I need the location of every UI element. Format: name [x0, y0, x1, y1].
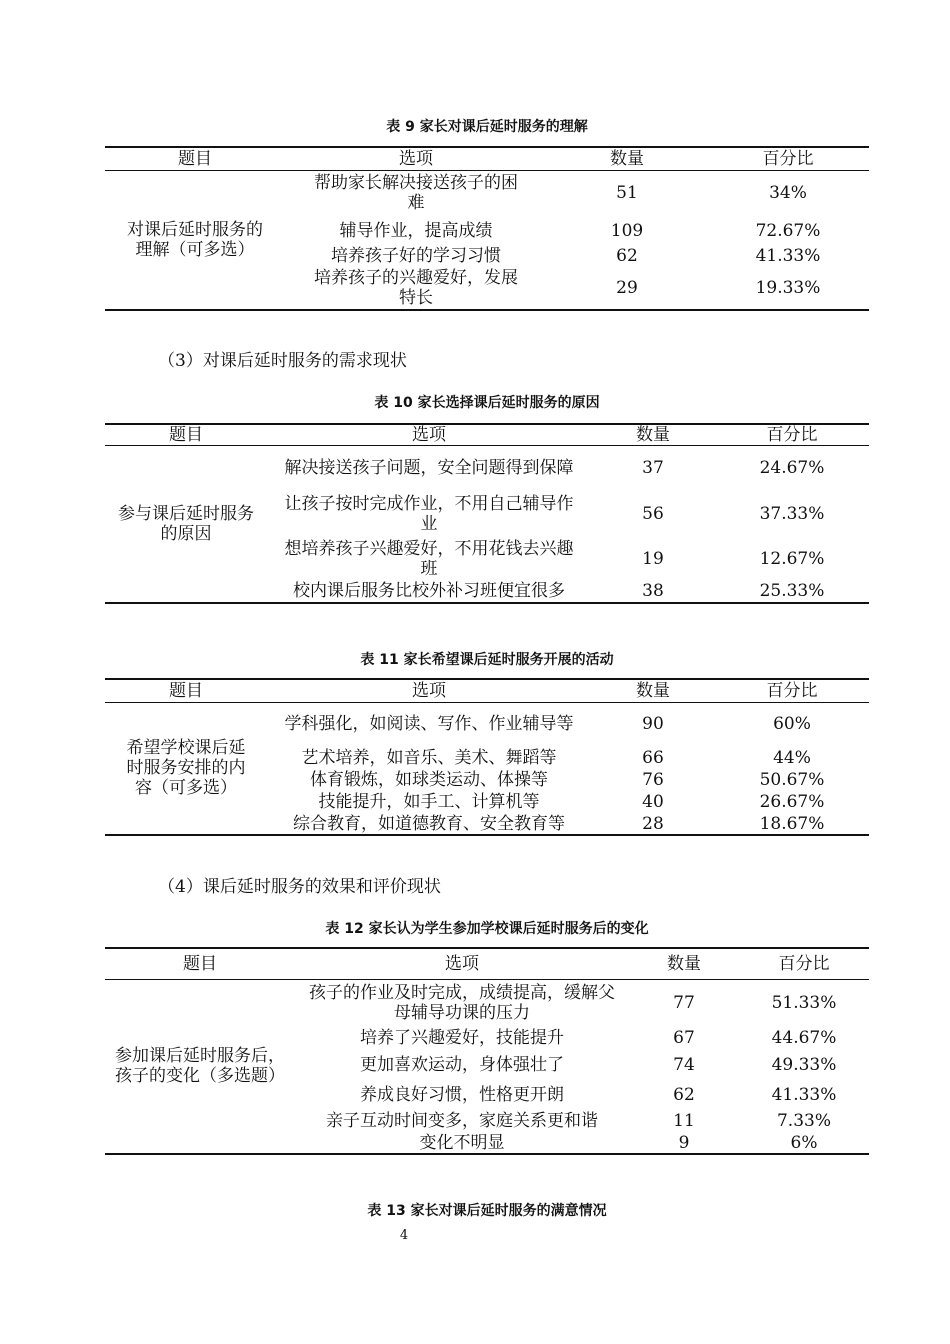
option-cell: 亲子互动时间变多，家庭关系更和谐	[326, 1111, 598, 1131]
option-cell: 艺术培养，如音乐、美术、舞蹈等	[301, 747, 557, 768]
percent-cell: 41.33%	[771, 1085, 837, 1105]
table-10	[105, 423, 869, 604]
header-option: 选项	[412, 680, 446, 701]
count-cell: 11	[673, 1111, 695, 1131]
count-cell: 9	[678, 1132, 690, 1153]
percent-cell: 50.67%	[759, 770, 825, 790]
percent-cell: 7.33%	[776, 1111, 831, 1131]
option-cell: 校内课后服务比校外补习班便宜很多	[293, 581, 565, 601]
table-9-caption: 表 9 家长对课后延时服务的理解	[386, 119, 588, 135]
count-cell: 62	[616, 246, 638, 266]
table-row	[105, 702, 869, 746]
option-cell: 让孩子按时完成作业，不用自己辅导作业	[284, 494, 574, 534]
table-header-row	[105, 147, 869, 170]
topic-cell: 参与课后延时服务的原因	[118, 503, 254, 544]
option-cell: 综合教育，如道德教育、安全教育等	[293, 813, 565, 834]
table-row	[105, 446, 869, 491]
header-percent: 百分比	[778, 953, 830, 974]
percent-cell: 12.67%	[759, 549, 825, 569]
header-option: 选项	[412, 425, 446, 445]
table-header-row	[105, 948, 869, 979]
count-cell: 56	[642, 504, 664, 524]
option-cell: 体育锻炼，如球类运动、体操等	[310, 770, 548, 790]
header-topic: 题目	[183, 953, 217, 974]
percent-cell: 51.33%	[771, 992, 837, 1013]
section-heading-4: （4）课后延时服务的效果和评价现状	[158, 877, 441, 897]
header-topic: 题目	[169, 680, 203, 701]
option-cell: 想培养孩子兴趣爱好，不用花钱去兴趣班	[284, 539, 574, 579]
header-topic: 题目	[169, 425, 203, 445]
option-cell: 技能提升，如手工、计算机等	[318, 792, 540, 812]
topic-cell: 对课后延时服务的理解（可多选）	[127, 219, 263, 260]
count-cell: 62	[673, 1085, 695, 1105]
percent-cell: 25.33%	[759, 581, 825, 601]
option-cell: 培养孩子的兴趣爱好，发展特长	[314, 267, 518, 308]
percent-cell: 24.67%	[759, 458, 825, 479]
option-cell: 学科强化，如阅读、写作、作业辅导等	[284, 714, 574, 735]
table-10-caption: 表 10 家长选择课后延时服务的原因	[374, 395, 600, 411]
count-cell: 40	[642, 792, 664, 812]
percent-cell: 18.67%	[759, 813, 825, 834]
header-count: 数量	[667, 953, 701, 974]
option-cell: 辅导作业，提高成绩	[339, 221, 493, 241]
table-header-row	[105, 679, 869, 702]
table-11-caption: 表 11 家长希望课后延时服务开展的活动	[360, 652, 614, 668]
percent-cell: 44.67%	[771, 1028, 837, 1048]
page-number: 4	[399, 1228, 409, 1243]
option-cell: 培养孩子好的学习习惯	[331, 246, 501, 266]
percent-cell: 49.33%	[771, 1055, 837, 1075]
percent-cell: 34%	[769, 183, 807, 204]
table-row	[105, 979, 869, 1026]
header-option: 选项	[399, 148, 433, 169]
count-cell: 28	[642, 813, 664, 834]
topic-cell: 参加课后延时服务后，孩子的变化（多选题）	[115, 1046, 285, 1087]
table-13-caption: 表 13 家长对课后延时服务的满意情况	[367, 1203, 607, 1219]
option-cell: 解决接送孩子问题，安全问题得到保障	[284, 458, 574, 479]
count-cell: 66	[642, 747, 664, 768]
count-cell: 38	[642, 581, 664, 601]
count-cell: 37	[642, 458, 664, 479]
header-percent: 百分比	[766, 680, 818, 701]
header-percent: 百分比	[766, 425, 818, 445]
percent-cell: 6%	[790, 1132, 818, 1153]
header-count: 数量	[636, 425, 670, 445]
table-12	[105, 947, 869, 1155]
header-count: 数量	[636, 680, 670, 701]
percent-cell: 19.33%	[755, 277, 821, 298]
option-cell: 变化不明显	[419, 1132, 505, 1153]
table-9	[105, 146, 869, 311]
count-cell: 51	[616, 183, 638, 204]
table-row	[105, 170, 869, 216]
section-heading-3: （3）对课后延时服务的需求现状	[158, 351, 407, 371]
count-cell: 90	[642, 714, 664, 735]
option-cell: 帮助家长解决接送孩子的困难	[314, 173, 518, 214]
count-cell: 109	[610, 221, 644, 241]
option-cell: 更加喜欢运动，身体强壮了	[360, 1055, 564, 1075]
percent-cell: 72.67%	[755, 221, 821, 241]
header-option: 选项	[445, 953, 479, 974]
option-cell: 养成良好习惯，性格更开朗	[360, 1085, 564, 1105]
table-header-row	[105, 424, 869, 446]
option-cell: 孩子的作业及时完成，成绩提高，缓解父母辅导功课的压力	[309, 982, 615, 1023]
count-cell: 19	[642, 549, 664, 569]
count-cell: 77	[673, 992, 695, 1013]
count-cell: 67	[673, 1028, 695, 1048]
header-topic: 题目	[178, 148, 212, 169]
header-percent: 百分比	[762, 148, 814, 169]
table-12-caption: 表 12 家长认为学生参加学校课后延时服务后的变化	[325, 921, 649, 937]
topic-cell: 希望学校课后延时服务安排的内容（可多选）	[126, 738, 246, 799]
header-count: 数量	[610, 148, 644, 169]
percent-cell: 60%	[773, 714, 811, 735]
percent-cell: 37.33%	[759, 504, 825, 524]
percent-cell: 41.33%	[755, 246, 821, 266]
count-cell: 74	[673, 1055, 695, 1075]
table-11	[105, 678, 869, 836]
count-cell: 29	[616, 277, 638, 298]
percent-cell: 44%	[773, 747, 811, 768]
count-cell: 76	[642, 770, 664, 790]
option-cell: 培养了兴趣爱好，技能提升	[360, 1028, 564, 1048]
percent-cell: 26.67%	[759, 792, 825, 812]
